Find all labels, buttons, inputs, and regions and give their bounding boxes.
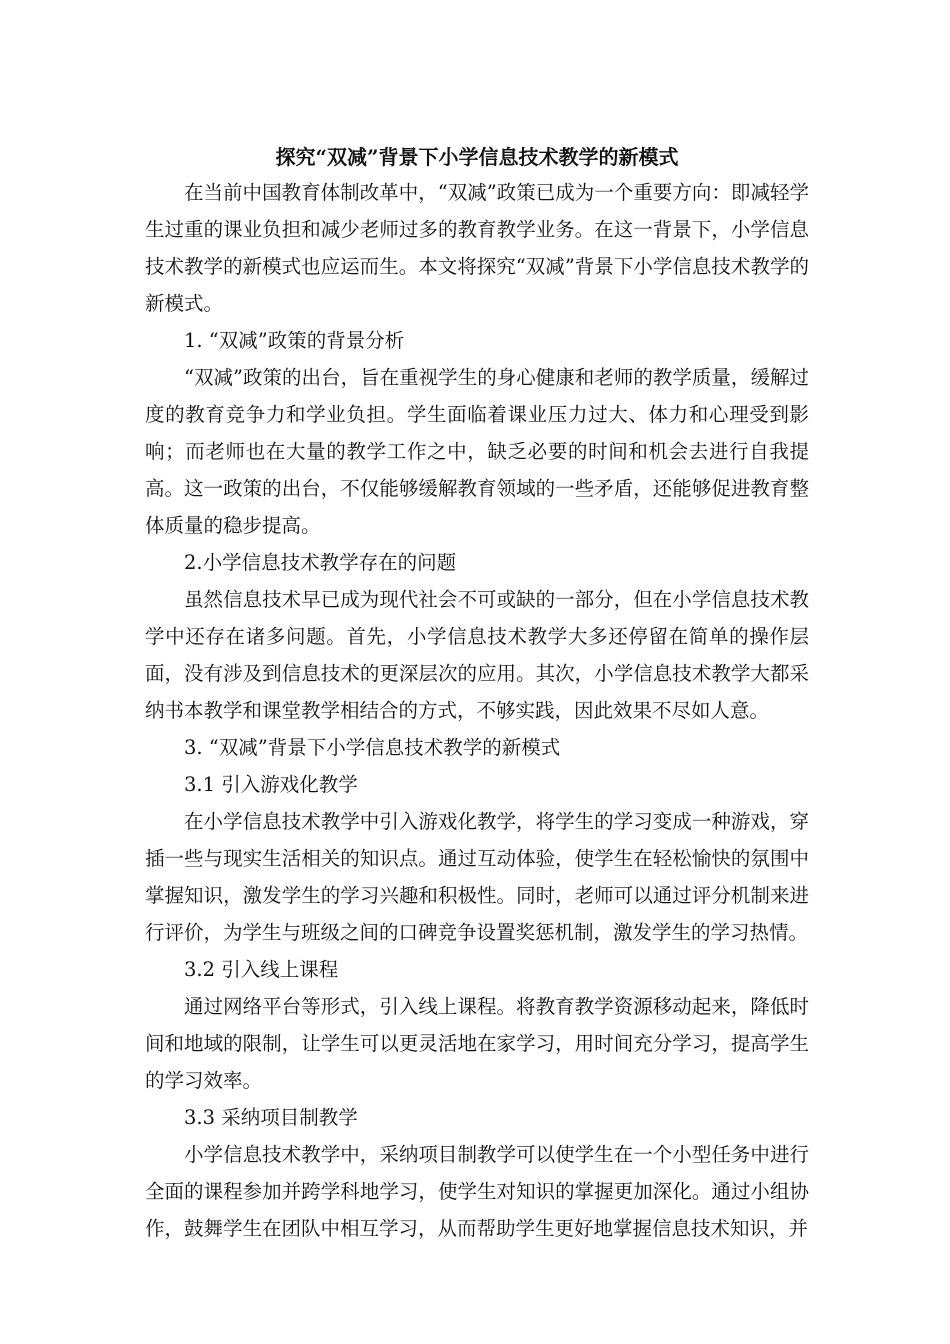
subsection-heading-3-2: 3.2 引入线上课程 bbox=[184, 958, 339, 981]
paragraph-online-courses: 通过网络平台等形式，引入线上课程。将教育教学资源移动起来，降低时间和地域的限制，让学生可以更灵活地在家学习，用时间充分学习，提高学生的学习效率。 bbox=[145, 995, 809, 1092]
document-body bbox=[145, 140, 809, 1247]
paragraph-policy-background: “双减”政策的出台，旨在重视学生的身心健康和老师的教学质量，缓解过度的教育竞争力和学业负担。学生面临着课业压力过大、体力和心理受到影响；而老师也在大量的教学工作之中，缺乏必要的时间和机会去进行自我提高。这一政策的出台，不仅能够缓解教育领域的一些矛盾，还能够促进教育整体质量的稳步提高。 bbox=[145, 366, 809, 537]
paragraph-gamified-teaching: 在小学信息技术教学中引入游戏化教学，将学生的学习变成一种游戏，穿插一些与现实生活相关的知识点。通过互动体验，使学生在轻松愉快的氛围中掌握知识，激发学生的学习兴趣和积极性。同时，老师可以通过评分机制来进行评价，为学生与班级之间的口碑竞争设置奖惩机制，激发学生的学习热情。 bbox=[145, 810, 809, 944]
section-heading-2: 2.小学信息技术教学存在的问题 bbox=[184, 551, 457, 574]
paragraph-intro: 在当前中国教育体制改革中，“双减”政策已成为一个重要方向：即减轻学生过重的课业负担和减少老师过多的教育教学业务。在这一背景下，小学信息技术教学的新模式也应运而生。本文将探究“双减”背景下小学信息技术教学的新模式。 bbox=[145, 181, 809, 315]
subsection-heading-3-3: 3.3 采纳项目制教学 bbox=[184, 1106, 358, 1129]
paragraph-project-teaching: 小学信息技术教学中，采纳项目制教学可以使学生在一个小型任务中进行全面的课程参加并跨学科地学习，使学生对知识的掌握更加深化。通过小组协作，鼓舞学生在团队中相互学习，从而帮助学生更好地掌握信息技术知识，并 bbox=[145, 1143, 809, 1240]
section-heading-1: 1. “双减”政策的背景分析 bbox=[184, 329, 405, 352]
subsection-heading-3-1: 3.1 引入游戏化教学 bbox=[184, 773, 358, 796]
paragraph-existing-problems: 虽然信息技术早已成为现代社会不可或缺的一部分，但在小学信息技术教学中还存在诸多问题。首先，小学信息技术教学大多还停留在简单的操作层面，没有涉及到信息技术的更深层次的应用。其次，小学信息技术教学大都采纳书本教学和课堂教学相结合的方式，不够实践，因此效果不尽如人意。 bbox=[145, 588, 809, 722]
document-title: 探究“双减”背景下小学信息技术教学的新模式 bbox=[275, 145, 679, 169]
section-heading-3: 3. “双减”背景下小学信息技术教学的新模式 bbox=[184, 736, 561, 759]
